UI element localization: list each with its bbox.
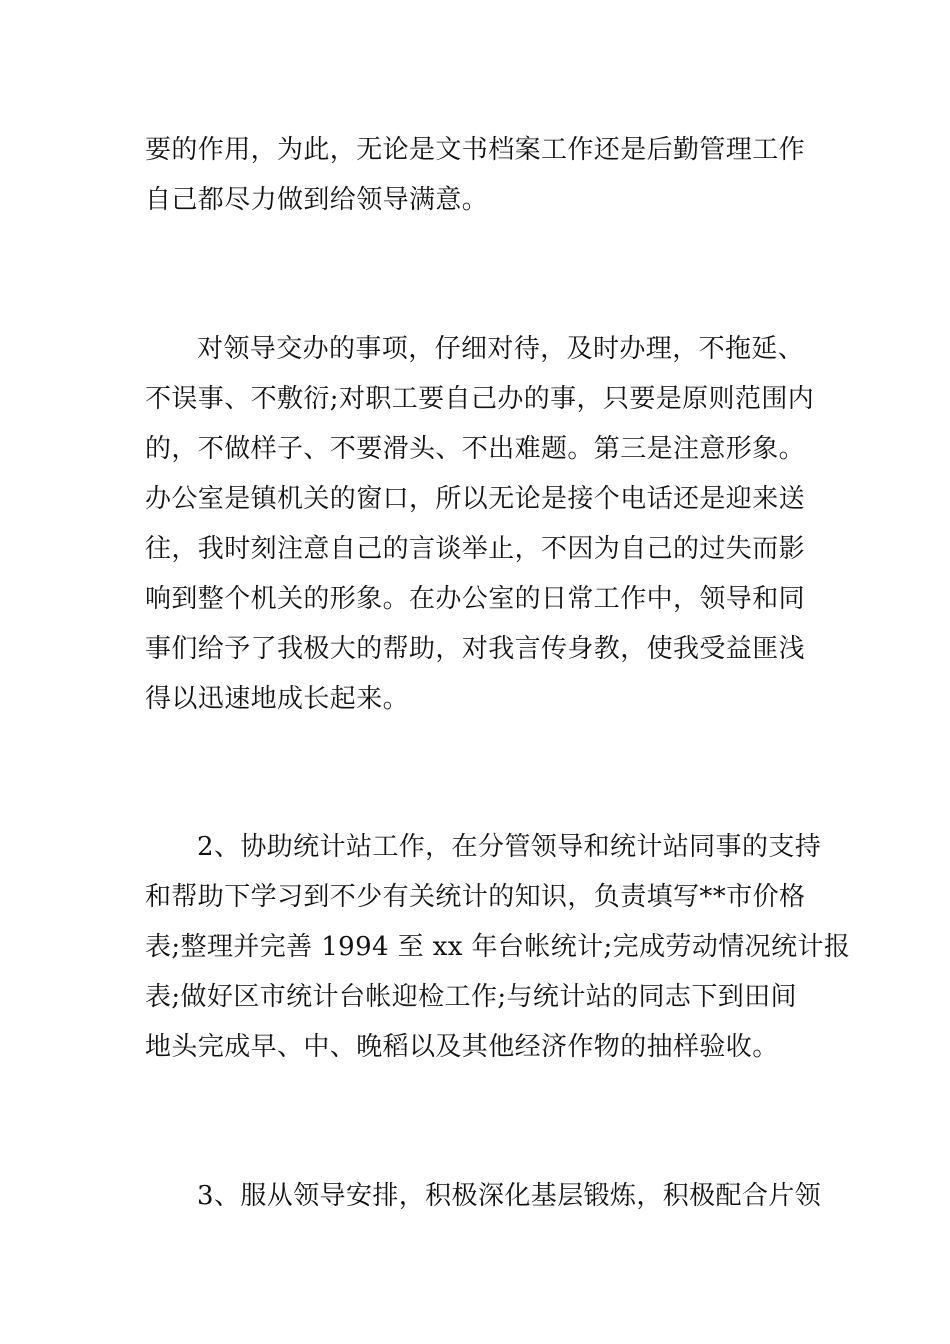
paragraph-3-line-5: 地头完成早、中、晚稻以及其他经济作物的抽样验收。 — [145, 1032, 779, 1062]
paragraph-2-line-1: 对领导交办的事项，仔细对待，及时办理，不拖延、 — [197, 334, 805, 364]
paragraph-1-line-1: 要的作用，为此，无论是文书档案工作还是后勤管理工作 — [145, 135, 806, 165]
paragraph-3-line-3: 表;整理并完善 1994 至 xx 年台帐统计;完成劳动情况统计报 — [145, 932, 851, 962]
paragraph-2-line-2: 不误事、不敷衍;对职工要自己办的事，只要是原则范围内 — [145, 384, 815, 414]
paragraph-2-line-3: 的，不做样子、不要滑头、不出难题。第三是注意形象。 — [145, 434, 806, 464]
paragraph-2-line-4: 办公室是镇机关的窗口，所以无论是接个电话还是迎来送 — [145, 484, 806, 514]
paragraph-2-line-8: 得以迅速地成长起来。 — [145, 684, 410, 714]
paragraph-2-line-6: 响到整个机关的形象。在办公室的日常工作中，领导和同 — [145, 584, 806, 614]
paragraph-3-line-4: 表;做好区市统计台帐迎检工作;与统计站的同志下到田间 — [145, 982, 797, 1012]
paragraph-2-line-7: 事们给予了我极大的帮助，对我言传身教，使我受益匪浅 — [145, 634, 806, 664]
paragraph-3-line-1: 2、协助统计站工作，在分管领导和统计站同事的支持 — [197, 832, 822, 862]
paragraph-2-line-5: 往，我时刻注意自己的言谈举止，不因为自己的过失而影 — [145, 534, 806, 564]
paragraph-1-line-2: 自己都尽力做到给领导满意。 — [145, 185, 489, 215]
paragraph-3-line-2: 和帮助下学习到不少有关统计的知识，负责填写**市价格 — [145, 882, 806, 912]
paragraph-4-line-1: 3、服从领导安排，积极深化基层锻炼，积极配合片领 — [197, 1181, 822, 1211]
